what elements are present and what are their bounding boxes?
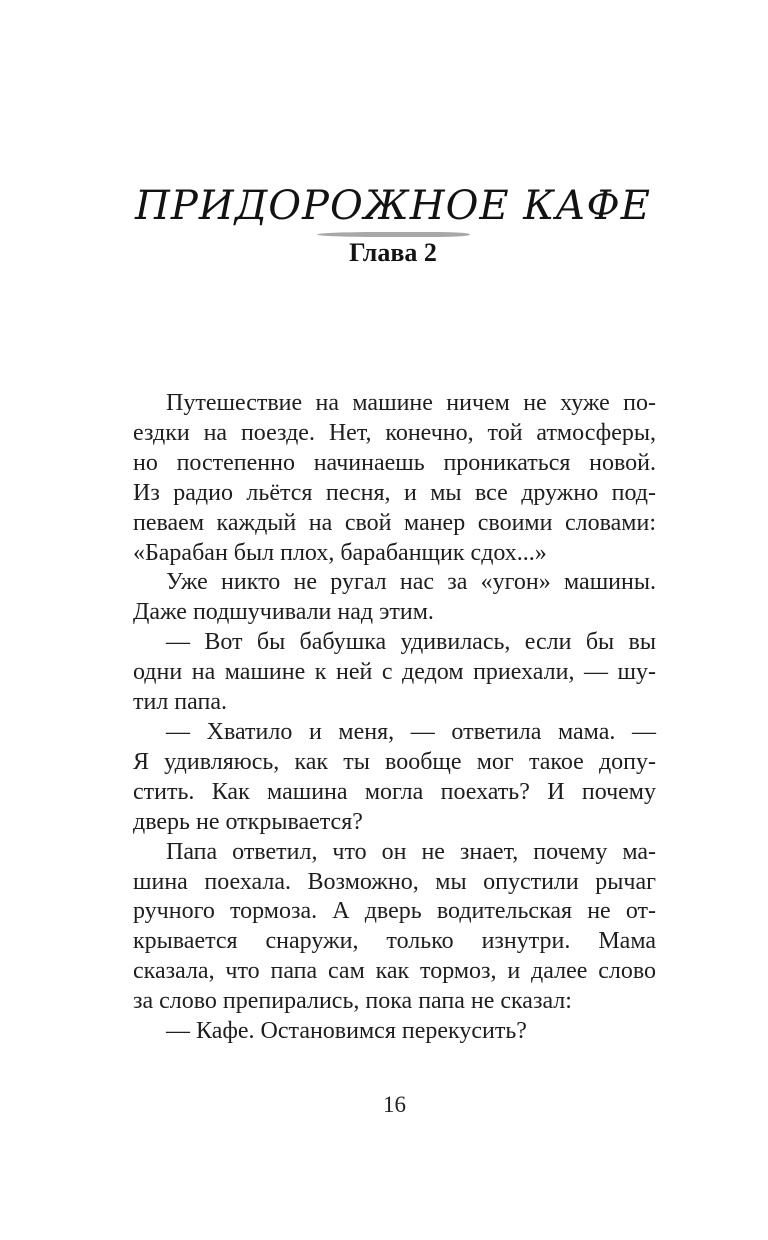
text-line: тил папа.	[133, 689, 227, 716]
text-line: одни на машине к ней с дедом приехали, — шу-	[133, 659, 656, 686]
text-line: Я удивляюсь, как ты вообще мог такое допу-	[133, 748, 656, 775]
paragraph	[133, 718, 656, 838]
text-line: шина поехала. Возможно, мы опустили рычаг	[133, 868, 656, 895]
text-line: Из радио льётся песня, и мы все дружно под-	[133, 479, 656, 506]
text-line: ездки на поезде. Нет, конечно, той атмосферы,	[133, 419, 656, 446]
text-line: — Вот бы бабушка удивилась, если бы вы	[166, 629, 656, 656]
text-line: Даже подшучивали над этим.	[133, 599, 434, 626]
text-line: — Хватило и меня, — ответила мама. —	[166, 718, 656, 745]
paragraph	[133, 568, 656, 628]
paragraph	[133, 628, 656, 718]
paragraph	[133, 389, 656, 568]
chapter-title: ПРИДОРОЖНОЕ КАФЕ	[135, 183, 651, 229]
text-line: за слово препирались, пока папа не сказал:	[133, 988, 572, 1015]
page-number: 16	[383, 1092, 406, 1117]
text-line: крывается снаружи, только изнутри. Мама	[133, 928, 656, 955]
chapter-number-label: Глава 2	[349, 238, 437, 267]
text-line: «Барабан был плох, барабанщик сдох...»	[133, 539, 547, 566]
text-line: но постепенно начинаешь проникаться новой.	[133, 449, 656, 476]
text-line: ручного тормоза. А дверь водительская не от-	[133, 898, 656, 925]
text-line: сказала, что папа сам как тормоз, и далее слово	[133, 958, 656, 985]
paragraph	[133, 838, 656, 1017]
text-line: стить. Как машина могла поехать? И почему	[133, 778, 656, 805]
paragraph	[133, 1017, 656, 1047]
text-line: — Кафе. Остановимся перекусить?	[166, 1018, 527, 1045]
chapter-header	[123, 183, 663, 268]
title-underline-decoration	[317, 232, 470, 237]
text-line: Папа ответил, что он не знает, почему ма-	[166, 838, 656, 865]
text-line: певаем каждый на свой манер своими словами:	[133, 509, 656, 536]
text-line: Путешествие на машине ничем не хуже по-	[166, 390, 656, 416]
body-text	[133, 389, 656, 1047]
text-line: дверь не открывается?	[133, 808, 363, 835]
text-line: Уже никто не ругал нас за «угон» машины.	[166, 569, 656, 596]
